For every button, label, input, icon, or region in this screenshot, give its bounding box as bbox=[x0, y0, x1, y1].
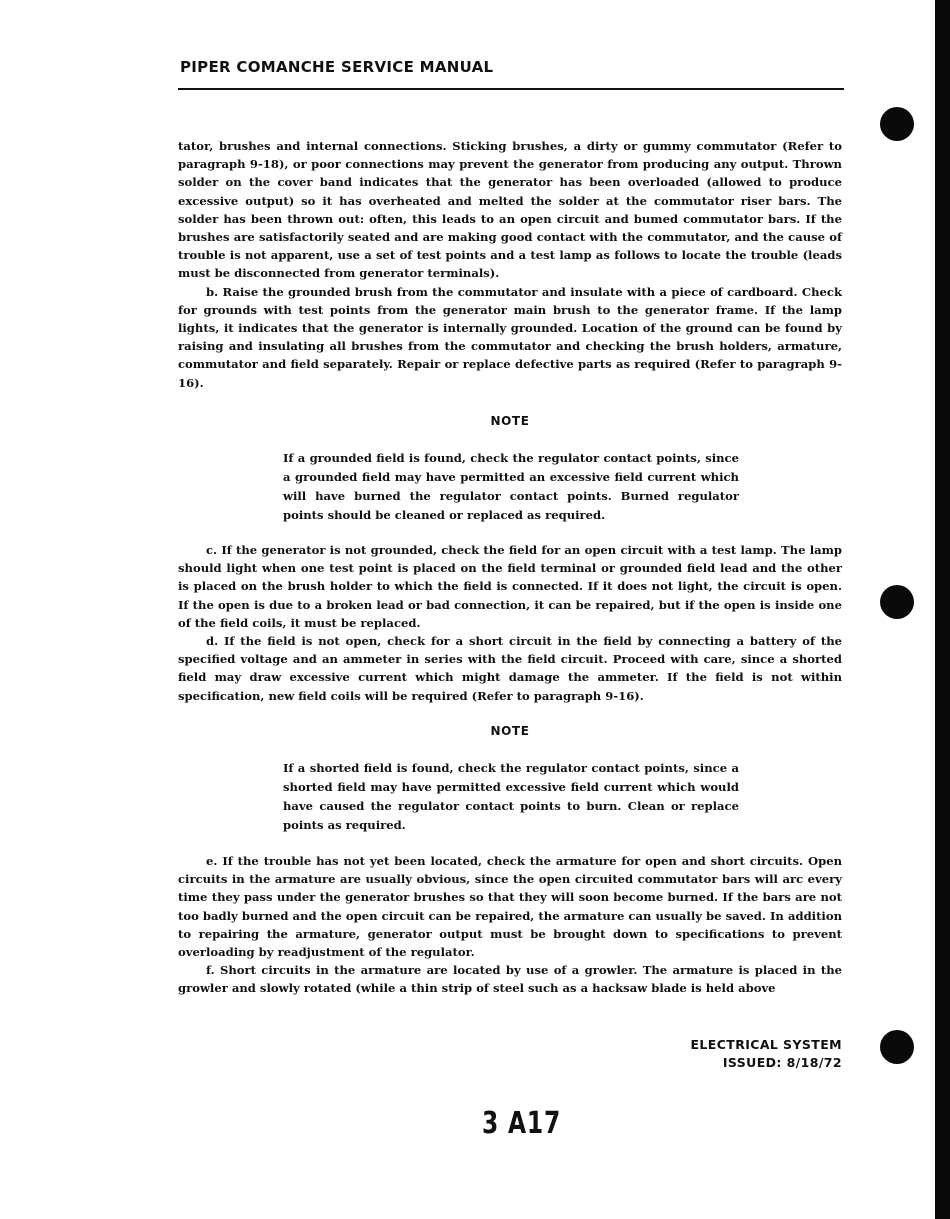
note-text-2: If a shorted field is found, check the regulator contact points, since a shorted field may have permitted excessive field current which would have caused the regulator contact points to burn. Clean or replace points as required. bbox=[283, 761, 739, 832]
manual-title: PIPER COMANCHE SERVICE MANUAL bbox=[180, 58, 494, 76]
body-bottom bbox=[178, 852, 842, 998]
body-top bbox=[178, 137, 842, 392]
footer-section-info bbox=[690, 1036, 842, 1072]
binder-hole-top bbox=[880, 107, 914, 141]
paragraph-a-continued: tator, brushes and internal connections. Sticking brushes, a dirty or gummy commutator (Refer to paragraph 9-18), or poor connections may prevent the generator from producing any output. Thrown solder on the cover band indicates that the generator has been overloaded (allowed to produce excessive output) so it has overheated and melted the solder at the commutator riser bars. The solder has been thrown out: often, this leads to an open circuit and bumed commutator bars. If the brushes are satisfactorily seated and are making good contact with the commutator, and the cause of trouble is not apparent, use a set of test points and a test lamp as follows to locate the trouble (leads must be disconnected from generator terminals). bbox=[178, 139, 842, 281]
binder-hole-middle bbox=[880, 585, 914, 619]
paragraph-d: d. If the field is not open, check for a short circuit in the field by connecting a battery of the specified voltage and an ammeter in series with the field circuit. Proceed with care, since a shorted field may draw excessive current which might damage the ammeter. If the field is not within specification, new field coils will be required (Refer to paragraph 9-16). bbox=[178, 634, 842, 703]
paragraph-f: f. Short circuits in the armature are located by use of a growler. The armature is placed in the growler and slowly rotated (while a thin strip of steel such as a hacksaw blade is held above bbox=[178, 963, 842, 996]
note-heading-1: NOTE bbox=[490, 414, 530, 428]
issued-date: ISSUED: 8/18/72 bbox=[722, 1055, 842, 1070]
paragraph-c: c. If the generator is not grounded, check the field for an open circuit with a test lamp. The lamp should light when one test point is placed on the field terminal or grounded field lead and the other is placed on the brush holder to which the field is connected. If it does not light, the circuit is open. If the open is due to a broken lead or bad connection, it can be repaired, but if the open is inside one of the field coils, it must be replaced. bbox=[178, 543, 842, 630]
section-name: ELECTRICAL SYSTEM bbox=[690, 1037, 842, 1052]
note-heading-2: NOTE bbox=[490, 724, 530, 738]
paragraph-b: b. Raise the grounded brush from the commutator and insulate with a piece of cardboard. Check for grounds with test points from the generator main brush to the generator frame. If the lamp lights, it indicates that the generator is internally grounded. Location of the ground can be found by raising and insulating all brushes from the commutator and checking the brush holders, armature, commutator and field separately. Repair or replace defective parts as required (Refer to paragraph 9-16). bbox=[178, 284, 842, 390]
paragraph-e: e. If the trouble has not yet been located, check the armature for open and short circuits. Open circuits in the armature are usually obvious, since the open circuited commutator bars will arc every time they pass under the generator brushes so that they will soon become burned. If the bars are not too badly burned and the open circuit can be repaired, the armature can usually be saved. In addition to repairing the armature, generator output must be brought down to specifications to prevent overloading by readjustment of the regulator. bbox=[178, 854, 842, 960]
binder-hole-bottom bbox=[880, 1030, 914, 1064]
header-rule bbox=[178, 88, 844, 90]
scan-edge-bar bbox=[935, 0, 950, 1219]
note-text-1: If a grounded field is found, check the regulator contact points, since a grounded field may have permitted an excessive field current which will have burned the regulator contact points. Burned regulator points should be cleaned or replaced as required. bbox=[283, 451, 739, 522]
body-middle bbox=[178, 541, 842, 705]
page-number: 3 A17 bbox=[482, 1106, 562, 1141]
